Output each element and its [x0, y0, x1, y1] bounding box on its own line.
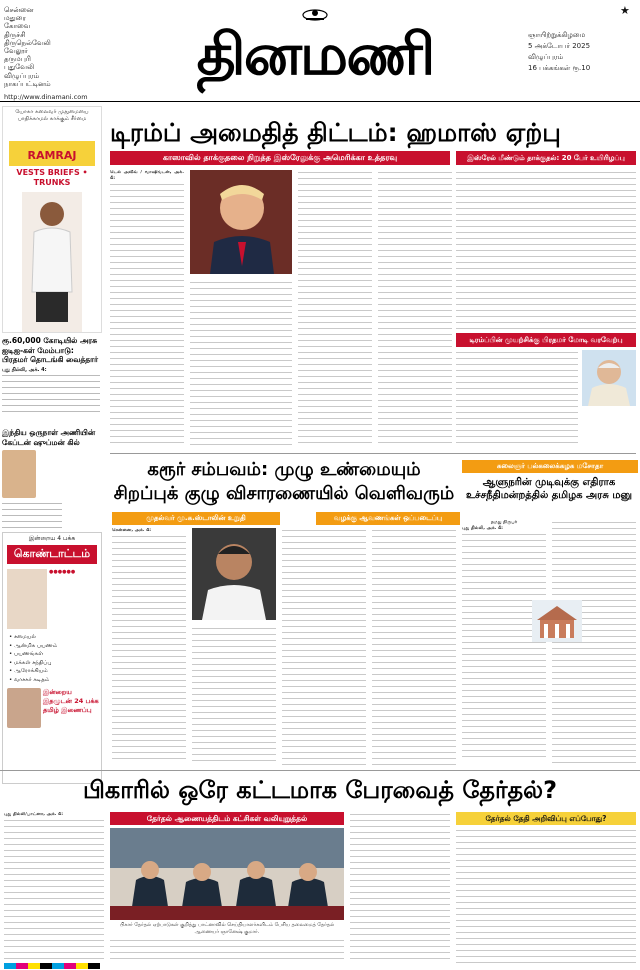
modi-photo	[582, 350, 636, 406]
lead-dateline: டெல் அவீவ் / வாஷிங்டன், அக். 4:	[110, 170, 184, 181]
bihar-headline[interactable]: பிகாரில் ஒரே கட்டமாக பேரவைத் தேர்தல்?	[83, 776, 557, 804]
bihar-tag-right: தேர்தல் தேதி அறிவிப்பு எப்போது?	[456, 812, 636, 825]
sidebar-story-byline: புது தில்லி, அக். 4:	[2, 366, 47, 373]
edition-city-item: வேலூர்	[4, 47, 28, 56]
modi-tag: டிரம்ப்பின் முயற்சிக்கு பிரதமர் மோடி வரவேற்பு	[456, 333, 636, 347]
sidebar-story-2[interactable]	[2, 428, 100, 528]
lead-right-column	[456, 170, 636, 330]
inset-item: • சமையல்	[9, 634, 36, 640]
edition-cities	[4, 6, 94, 88]
edition-city-item: விழுப்புரம்	[4, 71, 40, 80]
lead-column-2	[190, 280, 292, 448]
right-column-dateline: புது தில்லி, அக். 4:	[462, 526, 504, 531]
karur-column-3	[282, 528, 366, 766]
right-column-body-1	[462, 520, 546, 766]
right-column-body-2	[552, 520, 636, 766]
color-registration-bar	[4, 963, 636, 969]
right-column-headline[interactable]: ஆளுநரின் முடிவுக்கு எதிராக உச்சநீதிமன்றத்தில் தமிழக அரசு மனு	[465, 477, 632, 501]
edition-info	[528, 30, 628, 74]
sidebar-story-headline: இந்திய ஒருநாள் அணியின் கேப்டன் ஷுப்மன் கில்	[2, 428, 96, 447]
lead-sub-right: இஸ்ரேல் மீண்டும் தாக்குதல்: 20 பேர் உயிரிழப்பு	[456, 151, 636, 165]
bihar-column-4	[456, 828, 636, 964]
trump-photo	[190, 170, 292, 274]
edition-city-item: கோவை	[4, 22, 31, 31]
inset-title: கொண்டாட்டம்	[7, 545, 97, 564]
left-ad[interactable]	[2, 106, 102, 333]
ad-model-photo	[22, 192, 82, 332]
inset-item: • ஆரோக்கியம்	[9, 668, 48, 674]
website-url[interactable]: http://www.dinamani.com	[4, 93, 88, 101]
bihar-column-1	[4, 812, 104, 964]
inset-item: • வாசகர் கடிதம்	[9, 676, 50, 683]
inset-bottom-title: இன்றைய இதழுடன் 24 பக்க தமிழ் இணைப்பு	[43, 688, 99, 714]
right-column-byline: நமது நிருபர்	[490, 520, 518, 525]
masthead-logo[interactable]: தினமணி	[196, 21, 434, 89]
edition-city-item: நாகப்பட்டினம்	[4, 79, 51, 88]
lead-subhead: காஸாவில் தாக்குதலை நிறுத்த இஸ்ரேலுக்கு அமெரிக்கா உத்தரவு	[110, 151, 450, 165]
bihar-column-2	[110, 938, 344, 964]
karur-headline[interactable]: கரூர் சம்பவம்: முழு உண்மையும் சிறப்புக் குழு விசாரணையில் வெளிவரும்	[113, 459, 455, 504]
stalin-photo	[192, 528, 276, 620]
sidebar-story-body	[2, 501, 62, 528]
karur-tag-left: முதல்வர் மு.க.ஸ்டாலின் உறுதி	[112, 512, 280, 525]
sidebar-player-photo	[2, 450, 36, 498]
edition-city-item: திருச்சி	[4, 30, 26, 39]
sidebar-story-body	[2, 373, 100, 413]
lead-headline[interactable]: டிரம்ப் அமைதித் திட்டம்: ஹமாஸ் ஏற்பு	[110, 118, 561, 147]
sidebar-story-1[interactable]	[2, 336, 100, 426]
karur-dateline: சென்னை, அக். 4:	[112, 528, 152, 533]
inset-item: • ஆன்மிக பயணம்	[9, 642, 58, 649]
ad-product: VESTS BRIEFS • TRUNKS	[16, 168, 88, 187]
sidebar-story-headline: ரூ.60,000 கோடியில் அரசு ஐடிஐ-கள் மேம்பாடு: பிரதமர் தொடங்கி வைத்தார்	[2, 336, 98, 364]
edition-city-item: மதுரை	[4, 14, 26, 23]
edition-price: 16 பக்கங்கள் ரூ.10	[528, 64, 591, 72]
edition-day: ஞாயிற்றுக்கிழமை	[528, 31, 586, 39]
bihar-column-3	[350, 812, 450, 964]
supreme-court-photo	[532, 600, 582, 642]
right-column-tag: கலைஞர் பல்கலைக்கழக மசோதா	[462, 460, 638, 473]
edition-city-item: தருமபுரி	[4, 55, 31, 64]
karur-column-4	[372, 528, 456, 766]
inset-promo-blurb: ●●●●●●	[49, 569, 76, 575]
inset-item: • பயணங்கள்	[9, 651, 44, 657]
masthead-rule	[0, 101, 640, 102]
inset-bottom-photo	[7, 688, 41, 728]
section-rule-1	[110, 453, 636, 454]
ad-brand-name: RAMRAJ	[27, 149, 77, 162]
star-icon: ★	[620, 4, 630, 17]
lead-column-4	[378, 170, 452, 448]
inset-promo[interactable]	[2, 532, 102, 784]
karur-column-1	[112, 528, 186, 766]
bihar-photo	[110, 828, 344, 920]
ad-brand	[9, 141, 95, 166]
inset-item-list	[3, 633, 101, 684]
edition-city: விழுப்புரம்	[528, 53, 564, 61]
ad-top-text: யோகா கலைவர் முதுமையை பாதிக்காமல் காக்கும் சீர்மை	[15, 109, 89, 122]
edition-city-item: புதுவேலி	[4, 63, 35, 72]
section-rule-2	[0, 770, 640, 771]
bihar-dateline: புது தில்லி/பாட்னா, அக். 4:	[4, 812, 64, 817]
inset-item: • மக்கள் சந்திப்பு	[9, 659, 52, 666]
modi-story-body	[456, 350, 578, 448]
inset-top-text: இன்றைய 4 பக்க	[28, 535, 76, 542]
masthead	[0, 0, 640, 102]
edition-city-item: திருநெல்வேலி	[4, 38, 51, 47]
karur-column-2	[192, 626, 276, 766]
lead-column-3	[298, 170, 372, 448]
bihar-photo-caption: பிகார் தேர்தல் ஏற்பாடுகள் குறித்து பாட்னாவில் செய்தியாளர்களிடம் பேசிய தலைமைத் தேர்தல் ஆணையர் ஞானேஷ் குமார்.	[119, 922, 335, 935]
edition-city-item: சென்னை	[4, 6, 34, 14]
karur-tag-right: வழக்கு ஆவணங்கள் ஒப்படைப்பு	[316, 512, 460, 525]
lead-column-1	[110, 170, 184, 448]
bihar-tag-mid: தேர்தல் ஆணையத்திடம் கட்சிகள் வலியுறுத்தல்	[110, 812, 344, 825]
edition-date: 5 அக்டோபர் 2025	[528, 42, 591, 50]
inset-promo-photo	[7, 569, 47, 629]
